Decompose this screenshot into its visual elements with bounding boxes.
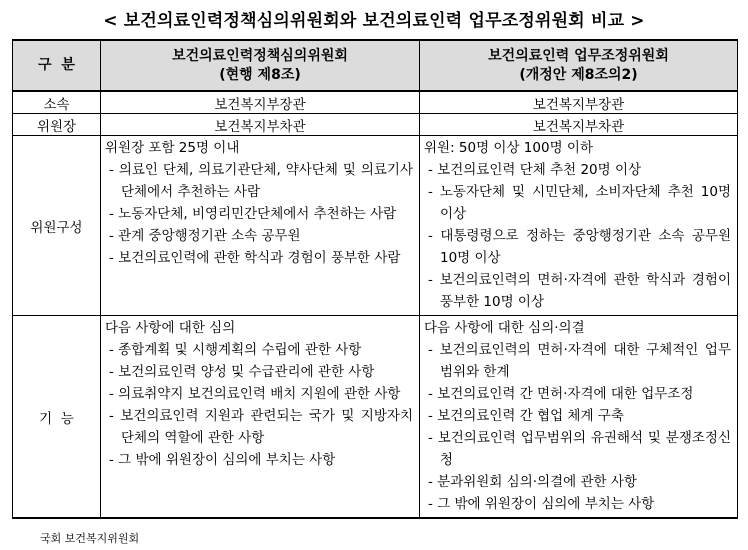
list-item: - 보건의료인력 지원과 관련되는 국가 및 지방자치단체의 역할에 관한 사항: [109, 408, 413, 446]
list-item: - 보건의료인력의 면허·자격에 대한 구체적인 업무 범위와 한계: [428, 342, 731, 380]
list-item: - 보건의료인력에 관한 학식과 경험이 풍부한 사람: [109, 250, 401, 266]
list-item: - 그 밖에 위원장이 심의에 부치는 사항: [109, 452, 336, 468]
page-title: < 보건의료인력정책심의위원회와 보건의료인력 업무조정위원회 비교 >: [103, 11, 645, 31]
cell-current: [101, 316, 420, 519]
header-proposed-name: 보건의료인력 업무조정위원회: [488, 47, 669, 64]
header-proposed-article: (개정안 제8조의2): [519, 66, 638, 83]
cell-proposed: [420, 316, 738, 519]
list-item: - 대통령령으로 정하는 중앙행정기관 소속 공무원 10명 이상: [428, 228, 731, 266]
table-row-function: [13, 316, 738, 519]
cell-current: 보건복지부차관: [101, 114, 420, 136]
list-item: - 보건의료인력 간 협업 체계 구축: [428, 408, 624, 424]
table-row-chair: [13, 114, 738, 136]
list-item: 위원장 포함 25명 이내: [105, 140, 240, 156]
row-label: 위원구성: [13, 136, 101, 316]
table-header-row: [13, 40, 738, 91]
table-row-affiliation: [13, 91, 738, 114]
list-item: - 노동자단체 및 시민단체, 소비자단체 추천 10명 이상: [428, 184, 731, 222]
header-current-article: (현행 제8조): [219, 66, 301, 83]
list-item: 다음 사항에 대한 심의: [105, 320, 236, 336]
list-item: - 분과위원회 심의·의결에 관한 사항: [428, 474, 637, 490]
list-item: - 관계 중앙행정기관 소속 공무원: [109, 228, 301, 244]
list-item: - 의료취약지 보건의료인력 배치 지원에 관한 사항: [109, 386, 401, 402]
header-current-committee: [101, 40, 420, 91]
comparison-table: [12, 39, 738, 519]
list-item: - 보건의료인력 양성 및 수급관리에 관한 사항: [109, 364, 375, 380]
source-note: 국회 보건복지위원회: [40, 532, 140, 545]
list-item: - 의료인 단체, 의료기관단체, 약사단체 및 의료기사단체에서 추천하는 사람: [109, 162, 413, 200]
list-item: - 보건의료인력 간 면허·자격에 대한 업무조정: [428, 386, 694, 402]
table-row-composition: [13, 136, 738, 316]
cell-proposed: [420, 136, 738, 316]
list-item: - 종합계획 및 시행계획의 수립에 관한 사항: [109, 342, 362, 358]
cell-proposed: 보건복지부장관: [420, 91, 738, 114]
header-category: 구 분: [13, 40, 101, 91]
list-item: - 노동자단체, 비영리민간단체에서 추천하는 사람: [109, 206, 397, 222]
row-label: 기 능: [13, 316, 101, 519]
header-proposed-committee: [420, 40, 738, 91]
header-current-name: 보건의료인력정책심의위원회: [172, 47, 348, 64]
cell-current: [101, 136, 420, 316]
list-item: - 보건의료인력 단체 추천 20명 이상: [428, 162, 642, 178]
list-item: 다음 사항에 대한 심의·의결: [424, 320, 585, 336]
cell-proposed: 보건복지부차관: [420, 114, 738, 136]
row-label: 소속: [13, 91, 101, 114]
list-item: 위원: 50명 이상 100명 이하: [424, 140, 593, 156]
cell-current: 보건복지부장관: [101, 91, 420, 114]
row-label: 위원장: [13, 114, 101, 136]
list-item: - 보건의료인력의 면허·자격에 관한 학식과 경험이 풍부한 10명 이상: [428, 272, 731, 310]
list-item: - 보건의료인력 업무범위의 유권해석 및 분쟁조정신청: [428, 430, 731, 468]
list-item: - 그 밖에 위원장이 심의에 부치는 사항: [428, 496, 655, 512]
